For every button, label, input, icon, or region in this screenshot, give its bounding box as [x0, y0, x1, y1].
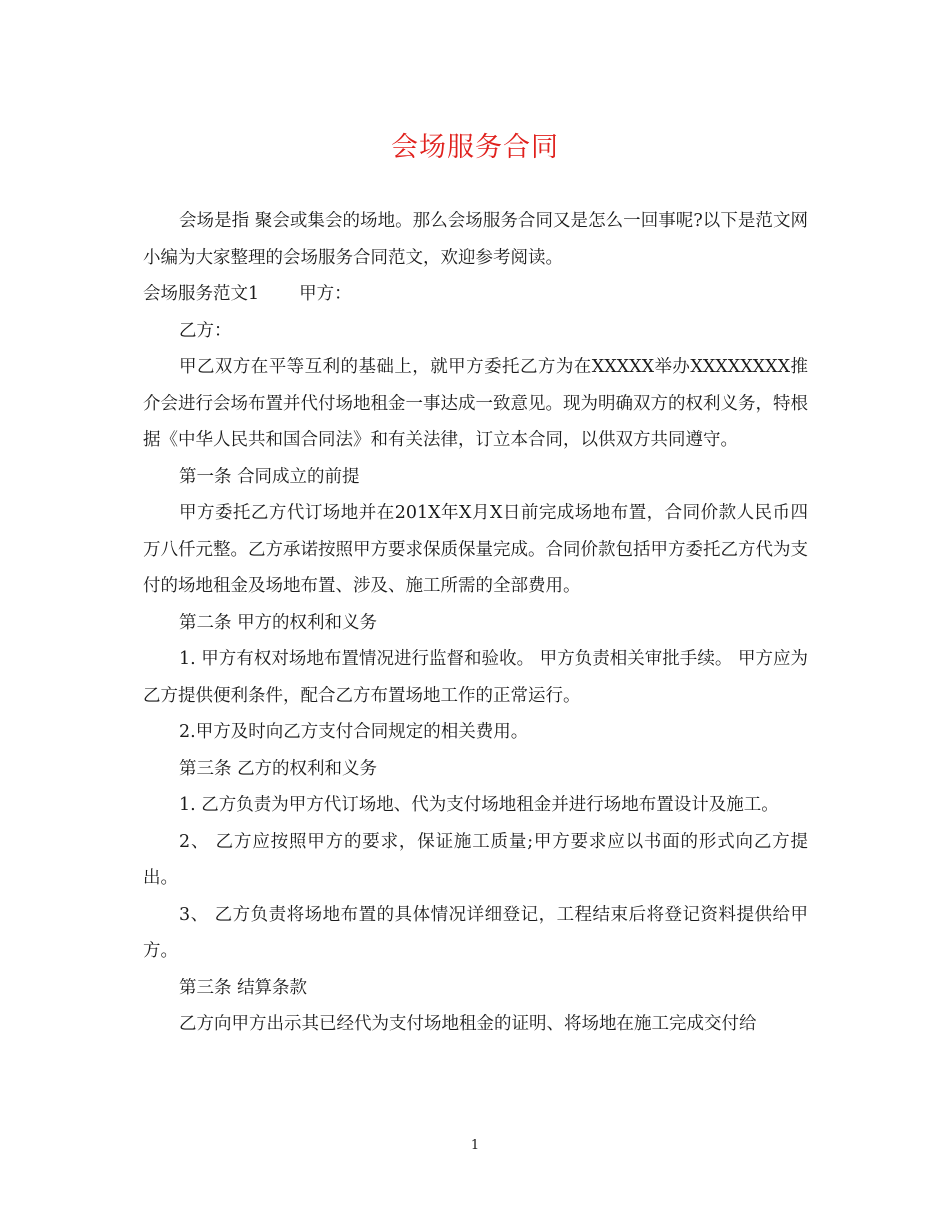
party-a-label: 甲方：: [299, 284, 352, 304]
article2-title: 第二条 甲方的权利和义务: [179, 612, 378, 633]
article2-item1: 1. 甲方有权对场地布置情况进行监督和验收。 甲方负责相关审批手续。 甲方应为乙方提供便利条件，配合乙方布置场地工作的正常运行。: [143, 649, 808, 706]
intro-paragraph: 会场是指 聚会或集会的场地。那么会场服务合同又是怎么一回事呢?以下是范文网小编为大家整理的会场服务合同范文，欢迎参考阅读。: [143, 211, 808, 268]
article3-item1: 1. 乙方负责为甲方代订场地、代为支付场地租金并进行场地布置设计及施工。: [179, 795, 779, 815]
article3-item2: 2、 乙方应按照甲方的要求，保证施工质量;甲方要求应以书面的形式向乙方提出。: [143, 831, 808, 888]
article1-title: 第一条 合同成立的前提: [179, 466, 360, 487]
document-body: [143, 203, 808, 1043]
sample-label: 会场服务范文1: [143, 284, 260, 304]
article4-paragraph: 乙方向甲方出示其已经代为支付场地租金的证明、将场地在施工完成交付给: [179, 1014, 757, 1034]
party-b-label: 乙方：: [179, 320, 232, 341]
article3-item3: 3、 乙方负责将场地布置的具体情况详细登记，工程结束后将登记资料提供给甲方。: [143, 904, 808, 961]
article2-item2: 2.甲方及时向乙方支付合同规定的相关费用。: [179, 722, 529, 742]
article3-title: 第三条 乙方的权利和义务: [179, 758, 378, 779]
document-title: 会场服务合同: [391, 132, 559, 163]
sample-heading-line: [143, 276, 808, 313]
article4-title: 第三条 结算条款: [179, 977, 308, 998]
article1-paragraph: 甲方委托乙方代订场地并在201X年X月X日前完成场地布置，合同价款人民币四万八仟元整。乙方承诺按照甲方要求保质保量完成。合同价款包括甲方委托乙方代为支付的场地租金及场地布置、涉及、施工所需的全部费用。: [143, 503, 808, 596]
preamble-paragraph: 甲乙双方在平等互利的基础上，就甲方委托乙方为在XXXXX举办XXXXXXXX推介会进行会场布置并代付场地租金一事达成一致意见。现为明确双方的权利义务，特根据《中华人民共和国合同法》和有关法律，订立本合同，以供双方共同遵守。: [143, 357, 808, 450]
page-number: 1: [470, 1138, 480, 1153]
